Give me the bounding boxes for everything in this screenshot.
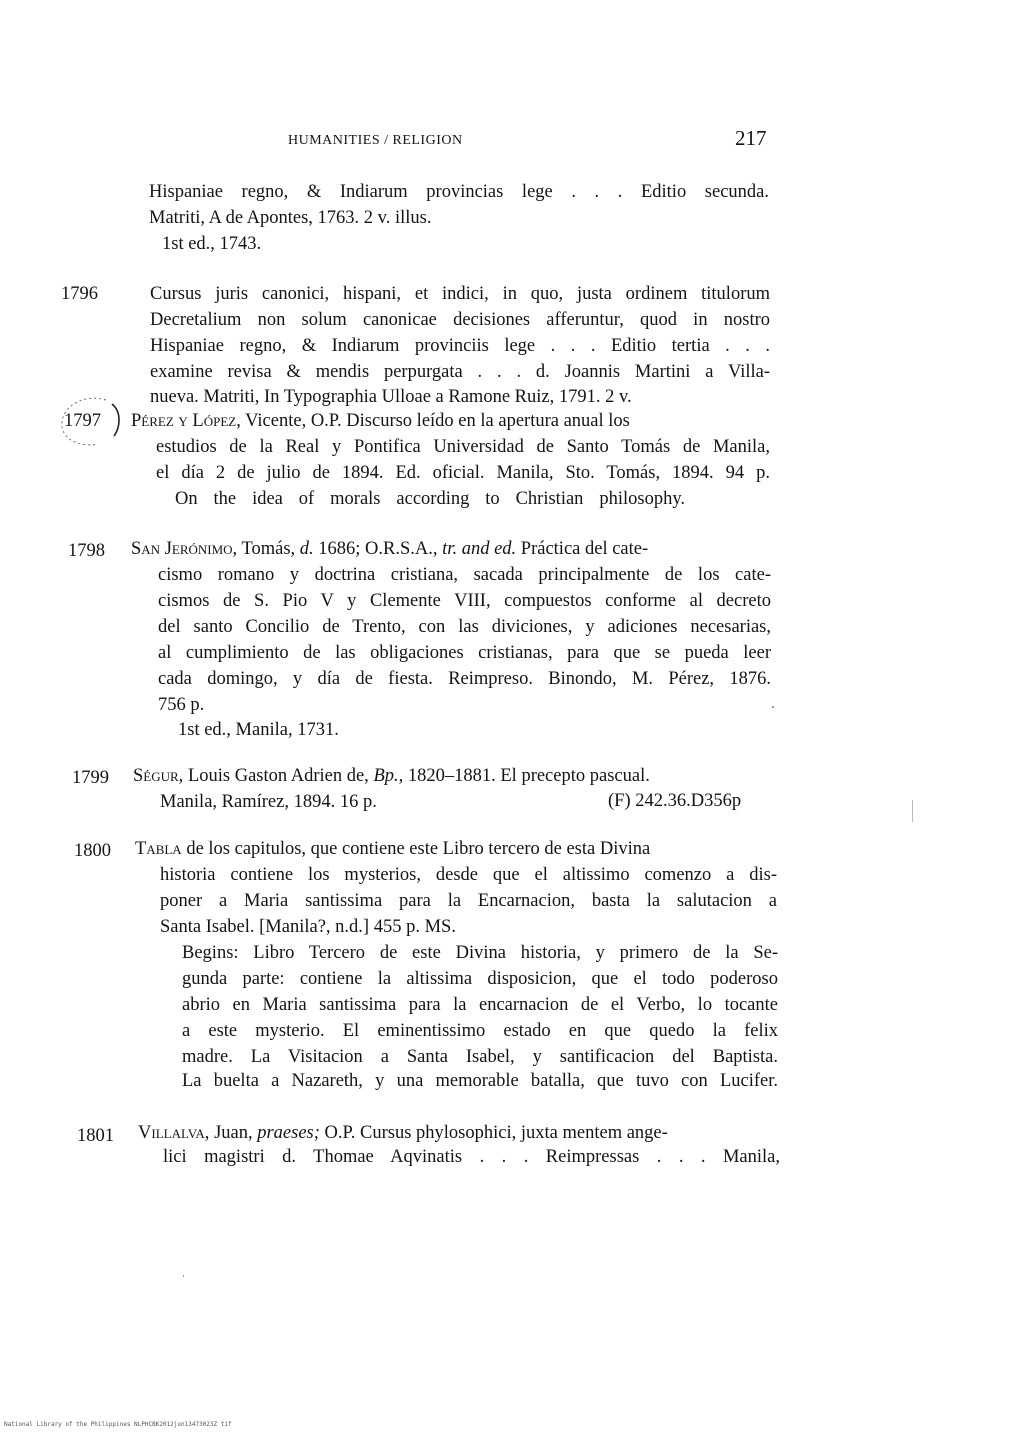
continuation-line: 1st ed., 1743. <box>162 234 262 254</box>
entry-line: lici magistri d. Thomae Aqvinatis . . . Reimpressas . . . Manila, <box>163 1147 780 1167</box>
scan-speck <box>912 800 913 822</box>
entry-line: examine revisa & mendis perpurgata . . . d. Joannis Martini a Villa- <box>150 362 770 382</box>
scan-speck <box>772 706 774 708</box>
page-number: 217 <box>735 126 767 150</box>
entry-line: Hispaniae regno, & Indiarum provinciis lege . . . Editio tertia . . . <box>150 336 770 356</box>
entry-note: abrio en Maria santissima para la encarnacion de el Verbo, lo tocante <box>182 995 778 1015</box>
entry-text: Tomás, <box>237 539 300 559</box>
entry-line: del santo Concilio de Trento, con las diviciones, y adiciones necesarias, <box>158 617 771 637</box>
entry-note: madre. La Visitacion a Santa Isabel, y santificacion del Baptista. <box>182 1047 778 1067</box>
entry-number: 1800 <box>74 841 111 861</box>
entry-line: al cumplimiento de las obligaciones cristianas, para que se pueda leer <box>158 643 771 663</box>
scan-footer: National Library of the Philippines NLPHCBK2012jun13473023Z tif <box>4 1421 232 1428</box>
call-number: (F) 242.36.D356p <box>608 791 742 811</box>
entry-first-line <box>133 765 650 787</box>
abbrev-died: d. <box>299 539 314 559</box>
entry-number: 1796 <box>61 284 98 304</box>
entry-line: el día 2 de julio de 1894. Ed. oficial. Manila, Sto. Tomás, 1894. 94 p. <box>156 463 770 483</box>
entry-text: 1820–1881. El precepto pascual. <box>403 766 650 786</box>
continuation-line: Matriti, A de Apontes, 1763. 2 v. illus. <box>149 208 432 228</box>
entry-line: cismo romano y doctrina cristiana, sacada principalmente de los cate- <box>158 565 771 585</box>
author-name: Ségur, <box>133 766 184 786</box>
entry-line: nueva. Matriti, In Typographia Ulloae a Ramone Ruiz, 1791. 2 v. <box>150 387 632 407</box>
running-head: HUMANITIES / RELIGION <box>288 133 463 148</box>
entry-line: cada domingo, y día de fiesta. Reimpreso. Binondo, M. Pérez, 1876. <box>158 669 771 689</box>
entry-text: Práctica del cate- <box>516 539 649 559</box>
role-note: praeses; <box>257 1123 320 1143</box>
author-name: Pérez y López, <box>131 411 241 431</box>
entry-note: On the idea of morals according to Christian philosophy. <box>175 489 685 509</box>
entry-line: estudios de la Real y Pontifica Universidad de Santo Tomás de Manila, <box>156 437 770 457</box>
entry-first-line <box>131 538 648 560</box>
entry-number: 1797 <box>64 411 101 431</box>
entry-note: Begins: Libro Tercero de este Divina historia, y primero de la Se- <box>182 943 778 963</box>
entry-text: Juan, <box>209 1123 258 1143</box>
author-name: Villalva, <box>138 1123 210 1143</box>
title-abbrev: Bp., <box>373 766 404 786</box>
entry-number: 1801 <box>77 1126 114 1146</box>
continuation-line: Hispaniae regno, & Indiarum provincias lege . . . Editio secunda. <box>149 182 769 202</box>
entry-line: historia contiene los mysterios, desde que el altissimo comenzo a dis- <box>160 865 777 885</box>
entry-first-line <box>131 410 771 432</box>
entry-note: a este mysterio. El eminentissimo estado en que quedo la felix <box>182 1021 778 1041</box>
entry-text: 1686; O.R.S.A., <box>313 539 443 559</box>
entry-note: La buelta a Nazareth, y una memorable batalla, que tuvo con Lucifer. <box>182 1071 778 1091</box>
entry-number: 1799 <box>72 768 109 788</box>
entry-line: Cursus juris canonici, hispani, et indici, in quo, justa ordinem titulorum <box>150 284 770 304</box>
entry-first-line <box>135 838 775 860</box>
entry-line: poner a Maria santissima para la Encarnacion, basta la salutacion a <box>160 891 777 911</box>
entry-line: 756 p. <box>158 695 205 715</box>
entry-number: 1798 <box>68 541 105 561</box>
scan-speck <box>183 1275 184 1277</box>
entry-text: de los capitulos, que contiene este Libro tercero de esta Divina <box>181 839 651 859</box>
entry-note: gunda parte: contiene la altissima disposicion, que el todo poderoso <box>182 969 778 989</box>
entry-text: O.P. Cursus phylosophici, juxta mentem ange- <box>319 1123 668 1143</box>
entry-line: Decretalium non solum canonicae decisiones afferuntur, quod in nostro <box>150 310 770 330</box>
entry-line: Santa Isabel. [Manila?, n.d.] 455 p. MS. <box>160 917 456 937</box>
role-note: tr. and ed. <box>442 539 517 559</box>
author-name: Tabla <box>135 839 182 859</box>
author-name: San Jerónimo, <box>131 539 238 559</box>
entry-line: Manila, Ramírez, 1894. 16 p. <box>160 792 377 812</box>
entry-note: 1st ed., Manila, 1731. <box>178 720 339 740</box>
entry-first-line <box>138 1122 668 1144</box>
entry-text: Louis Gaston Adrien de, <box>183 766 374 786</box>
entry-line-text: Vicente, O.P. Discurso leído en la apertura anual los <box>240 411 630 431</box>
entry-line: cismos de S. Pio V y Clemente VIII, compuestos conforme al decreto <box>158 591 771 611</box>
